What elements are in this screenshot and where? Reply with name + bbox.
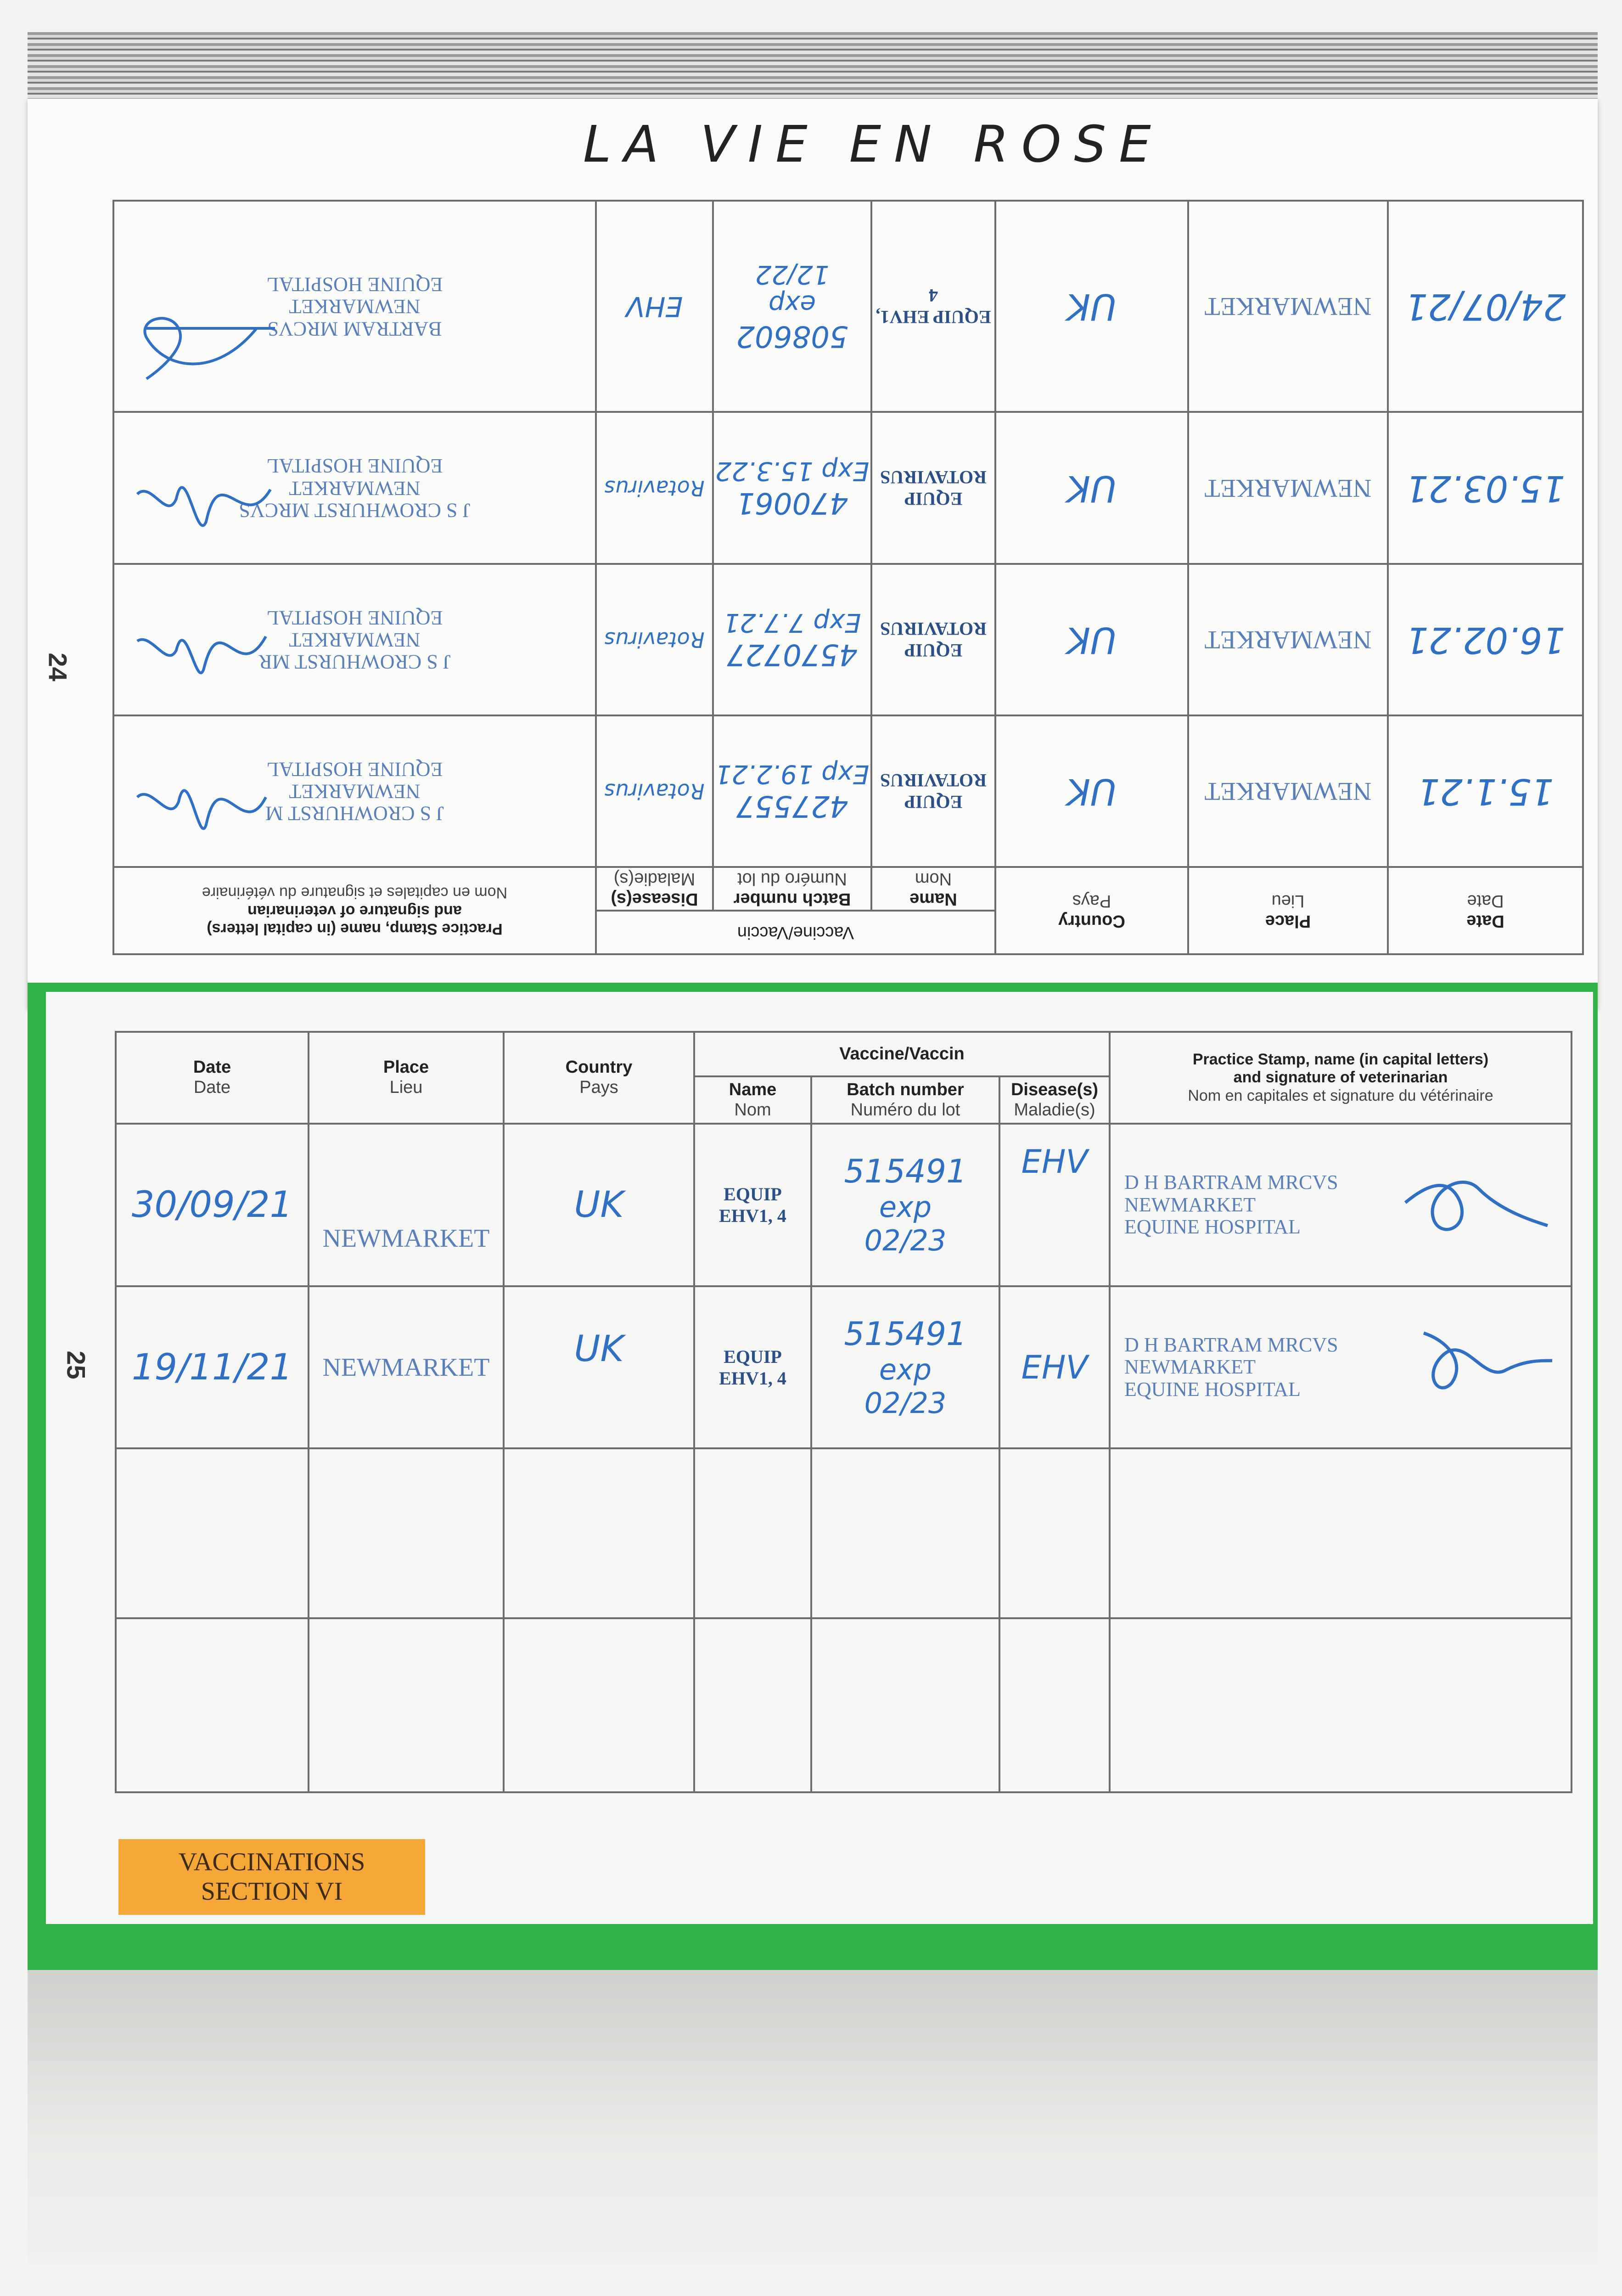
header-place: Place Lieu xyxy=(309,1032,504,1124)
horse-name: LA VIE EN ROSE xyxy=(583,115,1164,174)
upper-vaccination-table xyxy=(112,200,1584,955)
header-stamp: Practice Stamp, name (in capital letters) and signature of veterinarian Nom en capitales et signature du vétérinaire xyxy=(1110,1032,1571,1124)
table-row: 24/07/21 NEWMARKET UK EQUIP EHV1, 4 508602 exp 12/22 EHV BARTRAM MRCVS NEWMARKET EQUINE HOSPITAL xyxy=(113,201,1583,412)
signature-icon xyxy=(128,448,284,549)
header-batch: Batch number Numéro du lot xyxy=(713,867,871,911)
header-date: Date Date xyxy=(116,1032,309,1124)
header-country: Country Pays xyxy=(995,867,1188,954)
signature-icon xyxy=(128,751,284,852)
table-row: 19/11/21 NEWMARKET UK EQUIP EHV1, 4 515491 exp 02/23 EHV D H BARTRAM MRCVS NEWMARKET EQUINE HOSPITAL xyxy=(116,1286,1571,1449)
header-name: Name Nom xyxy=(871,867,995,911)
table-row: 15.03.21 NEWMARKET UK EQUIP ROTAVIRUS 470061 Exp 15.3.22 Rotavirus J S CROWHURST MRCVS NEWMARKET EQUINE HOSPITAL xyxy=(113,412,1583,563)
table-row: 15.1.21 NEWMARKET UK EQUIP ROTAVIRUS 427557 Exp 19.2.21 Rotavirus J S CROWHURST M NEWMARKET EQUINE HOSPITAL xyxy=(113,715,1583,867)
header-vaccine: Vaccine/Vaccin xyxy=(694,1032,1110,1076)
header-disease: Disease(s) Maladie(s) xyxy=(999,1076,1110,1124)
header-batch: Batch number Numéro du lot xyxy=(811,1076,999,1124)
section-tab: VACCINATIONS SECTION VI xyxy=(118,1839,425,1915)
header-country: Country Pays xyxy=(504,1032,694,1124)
signature-icon xyxy=(128,600,284,701)
header-vaccine: Vaccine/Vaccin xyxy=(596,911,995,954)
header-stamp: Practice Stamp, name (in capital letters) and signature of veterinarian Nom en capitales et signature du vétérinaire xyxy=(113,867,596,954)
lower-vaccination-table xyxy=(115,1031,1572,1793)
table-row: 30/09/21 NEWMARKET UK EQUIP EHV1, 4 515491 exp 02/23 EHV D H BARTRAM MRCVS NEWMARKET EQUINE HOSPITAL xyxy=(116,1124,1571,1286)
page-number-top: 24 xyxy=(43,653,73,681)
table-row xyxy=(116,1448,1571,1618)
page-number-bottom: 25 xyxy=(62,1351,91,1379)
binding-strip xyxy=(28,32,1598,101)
header-disease: Disease(s) Maladie(s) xyxy=(596,867,713,911)
header-place: Place Lieu xyxy=(1188,867,1388,954)
header-date: Date Date xyxy=(1388,867,1583,954)
signature-icon xyxy=(1378,1306,1571,1407)
table-row xyxy=(116,1618,1571,1792)
table-surface xyxy=(28,1970,1598,2264)
signature-icon xyxy=(1378,1152,1571,1253)
header-name: Name Nom xyxy=(694,1076,811,1124)
table-row: 16.02.21 NEWMARKET UK EQUIP ROTAVIRUS 4570727 Exp 7.7.21 Rotavirus J S CROWHURST MR NEWMARKET EQUINE HOSPITAL xyxy=(113,564,1583,715)
signature-icon xyxy=(128,296,284,397)
